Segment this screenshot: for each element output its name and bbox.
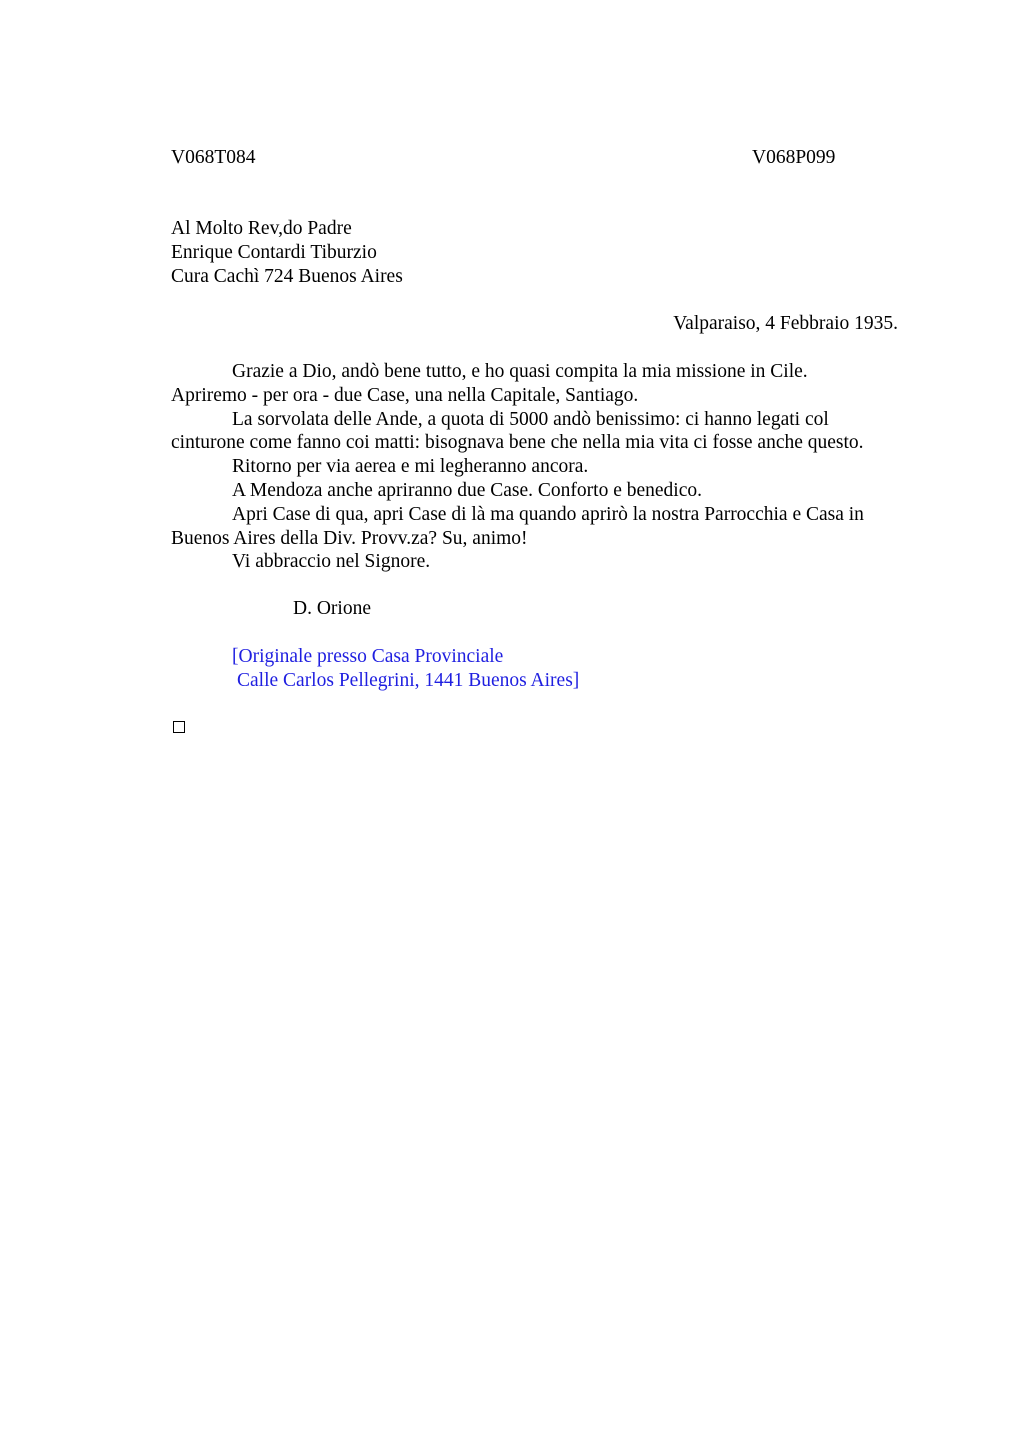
recipient-address bbox=[171, 217, 403, 288]
body-line: cinturone come fanno coi matti: bisognava bene che nella mia vita ci fosse anche questo. bbox=[171, 432, 864, 454]
address-line: Enrique Contardi Tiburzio bbox=[171, 241, 377, 263]
body-line: Ritorno per via aerea e mi legheranno ancora. bbox=[232, 456, 589, 478]
body-line: Vi abbraccio nel Signore. bbox=[232, 551, 431, 573]
signature: D. Orione bbox=[293, 598, 371, 619]
body-line: Apri Case di qua, apri Case di là ma quando aprirò la nostra Parrocchia e Casa in bbox=[232, 503, 864, 525]
body-line: La sorvolata delle Ande, a quota di 5000 andò benissimo: ci hanno legati col bbox=[232, 408, 829, 430]
letter-body bbox=[171, 360, 911, 574]
archive-note bbox=[232, 645, 579, 693]
address-line: Al Molto Rev,do Padre bbox=[171, 218, 352, 239]
letter-date: Valparaiso, 4 Febbraio 1935. bbox=[673, 313, 898, 334]
address-line: Cura Cachì 724 Buenos Aires bbox=[171, 265, 403, 287]
body-line: Grazie a Dio, andò bene tutto, e ho quasi compita la mia missione in Cile. bbox=[232, 361, 808, 382]
archive-note-line: Calle Carlos Pellegrini, 1441 Buenos Aires] bbox=[237, 669, 580, 691]
empty-square-icon bbox=[173, 721, 185, 733]
body-line: Buenos Aires della Div. Provv.za? Su, animo! bbox=[171, 527, 528, 549]
document-code-right: V068P099 bbox=[752, 147, 836, 168]
archive-note-line: [Originale presso Casa Provinciale bbox=[232, 646, 504, 667]
document-code-left: V068T084 bbox=[171, 147, 256, 168]
body-line: Apriremo - per ora - due Case, una nella Capitale, Santiago. bbox=[171, 384, 639, 406]
body-line: A Mendoza anche apriranno due Case. Conforto e benedico. bbox=[232, 479, 702, 501]
